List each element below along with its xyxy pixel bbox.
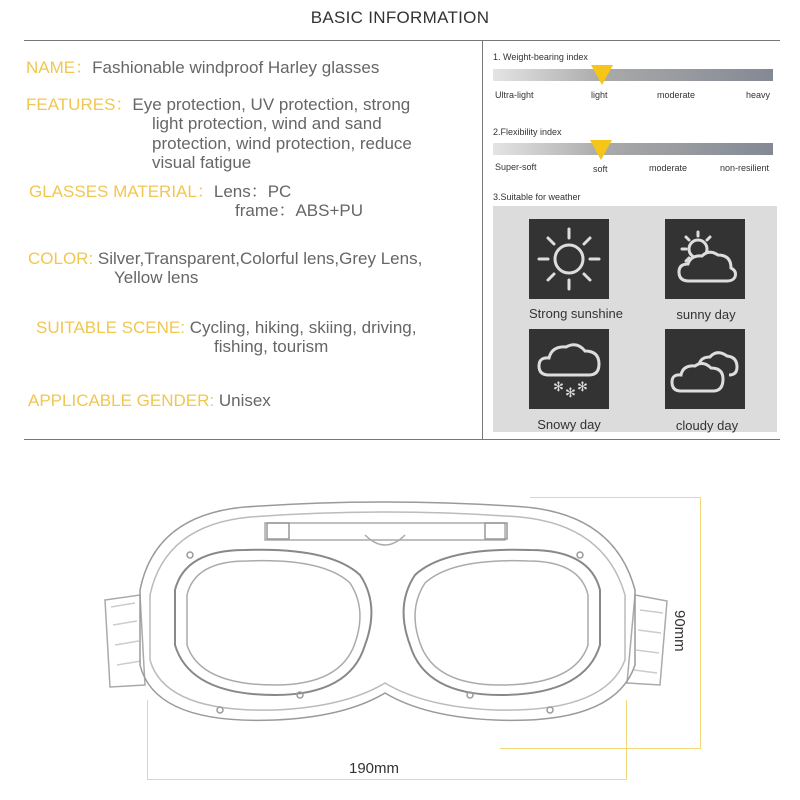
color-line-2: Yellow lens: [114, 268, 199, 287]
flexibility-index-bar: [493, 143, 773, 155]
height-dimension-label: 90mm: [671, 610, 688, 652]
name-value: Fashionable windproof Harley glasses: [92, 58, 380, 77]
weight-index-bar: [493, 69, 773, 81]
weight-index-marker: [591, 65, 613, 85]
material-frame: frame：ABS+PU: [235, 201, 364, 220]
gender-value: Unisex: [218, 391, 271, 410]
weight-tick-ultra-light: Ultra-light: [495, 90, 534, 100]
snow-cloud-icon: [529, 329, 609, 409]
features-row: [26, 95, 410, 115]
material-row: [29, 182, 291, 202]
weight-tick-moderate: moderate: [657, 90, 696, 100]
height-dim-bottom-line: [500, 748, 700, 749]
color-line-1: Silver,Transparent,Colorful lens,Grey Lens,: [97, 249, 423, 268]
top-divider: [24, 40, 780, 41]
clouds-icon: [665, 329, 745, 409]
weather-label-sunny-day: sunny day: [676, 307, 736, 322]
material-label: GLASSES MATERIAL：: [29, 182, 214, 201]
features-continued: [152, 114, 412, 173]
height-dim-vertical: [700, 497, 701, 749]
flexibility-index-heading: 2.Flexibility index: [493, 127, 562, 137]
weather-label-snowy-day: Snowy day: [537, 417, 601, 432]
material-lens: Lens：PC: [213, 182, 292, 201]
sun-icon: [529, 219, 609, 299]
features-label: FEATURES：: [26, 95, 133, 114]
color-label: COLOR:: [28, 249, 98, 268]
scene-line-2: fishing, tourism: [214, 337, 329, 356]
flex-tick-moderate: moderate: [649, 163, 688, 173]
weight-tick-light: light: [591, 90, 608, 100]
svg-text:✻: ✻: [565, 386, 576, 401]
flex-tick-non-resilient: non-resilient: [720, 163, 770, 173]
flexibility-index-marker: [590, 140, 612, 160]
features-line-2: light protection, wind and sand: [152, 114, 382, 133]
width-dim-right-line: [626, 700, 627, 780]
weather-label-cloudy-day: cloudy day: [675, 418, 739, 433]
page-title: BASIC INFORMATION: [310, 8, 490, 27]
bottom-divider: [24, 439, 780, 440]
features-line-4: visual fatigue: [152, 153, 252, 172]
gender-row: [28, 391, 271, 411]
goggles-sketch: [95, 495, 675, 730]
scene-label: SUITABLE SCENE:: [36, 318, 190, 337]
color-row: [28, 249, 422, 269]
scene-row: [36, 318, 416, 338]
name-label: NAME：: [26, 58, 93, 77]
features-line-1: Eye protection, UV protection, strong: [132, 95, 411, 114]
weight-tick-heavy: heavy: [746, 90, 771, 100]
name-row: [26, 58, 379, 78]
scene-line-1: Cycling, hiking, skiing, driving,: [189, 318, 417, 337]
width-dim-left-line: [147, 700, 148, 780]
weight-index-heading: 1. Weight-bearing index: [493, 52, 588, 62]
width-dim-horizontal: [147, 779, 627, 780]
flex-tick-super-soft: Super-soft: [495, 162, 537, 172]
svg-text:✻: ✻: [577, 380, 588, 395]
weather-heading: 3.Suitable for weather: [493, 192, 581, 202]
height-dim-top-line: [530, 497, 700, 498]
flex-tick-soft: soft: [593, 164, 608, 174]
svg-text:✻: ✻: [553, 380, 564, 395]
features-line-3: protection, wind protection, reduce: [152, 133, 412, 153]
width-dimension-label: 190mm: [349, 760, 400, 777]
gender-label: APPLICABLE GENDER:: [28, 391, 219, 410]
sun-cloud-icon: [665, 219, 745, 299]
column-divider: [482, 40, 483, 439]
weather-label-strong-sunshine: Strong sunshine: [529, 306, 623, 321]
